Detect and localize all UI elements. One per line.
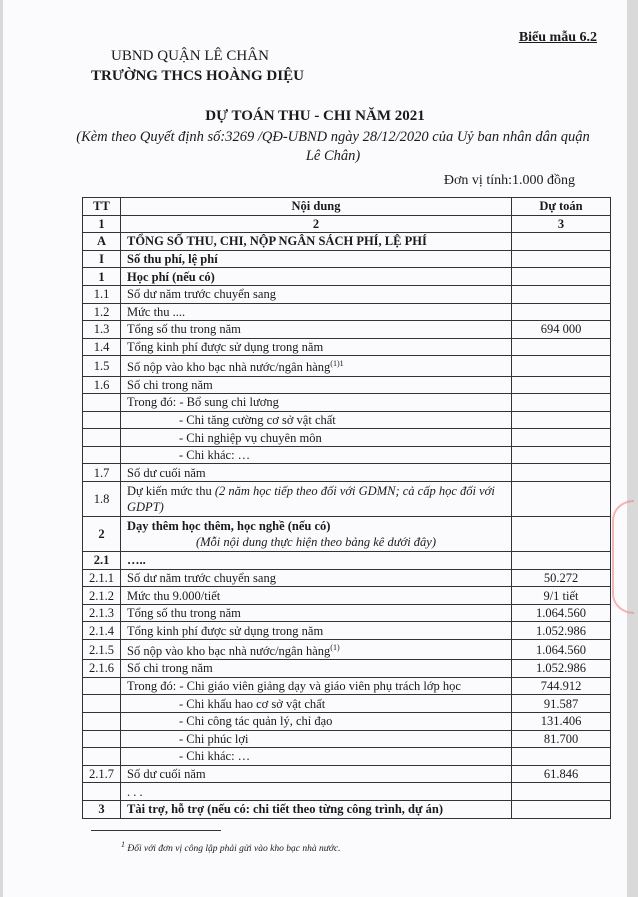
row-value: 81.700: [512, 730, 611, 748]
row-value: [512, 285, 611, 303]
row-tt: 1.3: [83, 321, 121, 339]
table-row: [83, 268, 611, 286]
table-row: [83, 552, 611, 570]
row-value: [512, 356, 611, 376]
row-tt: [83, 748, 121, 766]
row-content: [121, 622, 512, 640]
row-content-text: Trong đó: - Chi giáo viên giảng dạy và giáo viên phụ trách lớp học: [127, 679, 461, 694]
row-value: [512, 303, 611, 321]
row-content: [121, 394, 512, 412]
row-content-text: TỔNG SỐ THU, CHI, NỘP NGÂN SÁCH PHÍ, LỆ PHÍ: [127, 234, 427, 249]
header-row: [83, 198, 611, 216]
table-row: [83, 482, 611, 517]
table-row: [83, 640, 611, 660]
form-number: Biểu mẫu 6.2: [518, 30, 597, 45]
row-tt: [83, 429, 121, 447]
row-note: (2 năm học tiếp theo đối với GDMN; cả cấp học đối với GDPT): [127, 484, 495, 515]
row-content-text: Mức thu ....: [127, 304, 186, 319]
row-content-text: …..: [127, 553, 146, 568]
table-row: [83, 587, 611, 605]
row-content-text: Số chi trong năm: [127, 377, 213, 392]
row-content: [121, 748, 512, 766]
column-number-row: [83, 215, 611, 233]
row-content-text: Số chi trong năm: [127, 661, 213, 676]
row-tt: [83, 695, 121, 713]
row-value: [512, 482, 611, 517]
row-value: [512, 446, 611, 464]
row-tt: [83, 730, 121, 748]
row-content-text: - Chi nghiệp vụ chuyên môn: [179, 430, 322, 445]
row-tt: [83, 411, 121, 429]
row-value: 1.052.986: [512, 622, 611, 640]
row-tt: I: [83, 250, 121, 268]
row-value: 91.587: [512, 695, 611, 713]
row-tt: [83, 394, 121, 412]
row-content: [121, 604, 512, 622]
row-content: [121, 285, 512, 303]
row-content-text: Số nộp vào kho bạc nhà nước/ngân hàng: [127, 360, 331, 375]
row-value: [512, 376, 611, 394]
row-content: [121, 446, 512, 464]
row-value: 50.272: [512, 569, 611, 587]
row-content: [121, 569, 512, 587]
row-content: [121, 695, 512, 713]
row-content-text: Dạy thêm học thêm, học nghề (nếu có): [127, 519, 331, 534]
row-value: 744.912: [512, 677, 611, 695]
row-tt: [83, 712, 121, 730]
row-tt: 2.1.2: [83, 587, 121, 605]
row-content: [121, 783, 512, 801]
table-row: [83, 712, 611, 730]
table-row: [83, 356, 611, 376]
row-value: 61.846: [512, 765, 611, 783]
row-content: [121, 303, 512, 321]
row-content-text: Số dư cuối năm: [127, 767, 206, 782]
row-value: 694 000: [512, 321, 611, 339]
row-content-text: Tổng số thu trong năm: [127, 322, 241, 337]
document-title: DỰ TOÁN THU - CHI NĂM 2021: [205, 108, 425, 124]
row-content-text: Số dư năm trước chuyển sang: [127, 287, 276, 302]
table-row: [83, 569, 611, 587]
document-page: [3, 0, 627, 897]
row-value: [512, 411, 611, 429]
row-content-text: Số dư cuối năm: [127, 465, 206, 480]
row-content: [121, 233, 512, 251]
row-value: 1.064.560: [512, 604, 611, 622]
row-value: [512, 338, 611, 356]
row-content: [121, 712, 512, 730]
row-content-text: Trong đó: - Bổ sung chi lương: [127, 395, 279, 410]
row-content-text: Học phí (nếu có): [127, 269, 215, 284]
document-subtitle: (Kèm theo Quyết định số:3269 /QĐ-UBND ngày 28/12/2020 của Uỷ ban nhân dân quận Lê Chân): [76, 129, 590, 164]
col-number: 1: [83, 215, 121, 233]
row-value: 9/1 tiết: [512, 587, 611, 605]
row-value: [512, 429, 611, 447]
row-value: 1.052.986: [512, 660, 611, 678]
row-tt: 1.1: [83, 285, 121, 303]
table-row: [83, 250, 611, 268]
table-row: [83, 285, 611, 303]
footnote-divider: [91, 830, 221, 831]
row-content-text: - Chi công tác quản lý, chỉ đạo: [179, 714, 333, 729]
table-row: [83, 376, 611, 394]
table-row: [83, 604, 611, 622]
row-content: [121, 482, 512, 517]
row-tt: 3: [83, 800, 121, 818]
row-tt: 1.7: [83, 464, 121, 482]
table-row: [83, 730, 611, 748]
budget-table: [82, 197, 611, 819]
row-value: [512, 394, 611, 412]
table-row: [83, 622, 611, 640]
row-tt: 1: [83, 268, 121, 286]
footnote-text: Đối với đơn vị công lập phải gửi vào kho bạc nhà nước.: [127, 844, 341, 855]
footnote-ref: (1)1: [330, 359, 344, 369]
row-content: [121, 640, 512, 660]
row-value: 131.406: [512, 712, 611, 730]
table-row: [83, 765, 611, 783]
row-tt: [83, 783, 121, 801]
table-row: [83, 660, 611, 678]
row-content-text: Tổng kinh phí được sử dụng trong năm: [127, 340, 324, 355]
table-row: [83, 233, 611, 251]
row-tt: 2.1.5: [83, 640, 121, 660]
row-content-text: Tổng số thu trong năm: [127, 606, 241, 621]
row-tt: 1.8: [83, 482, 121, 517]
row-content-text: Tài trợ, hỗ trợ (nếu có: chi tiết theo từng công trình, dự án): [127, 802, 443, 817]
row-content: [121, 660, 512, 678]
row-content-text: - Chi phúc lợi: [179, 731, 249, 746]
row-content: [121, 356, 512, 376]
row-content: [121, 250, 512, 268]
table-row: [83, 321, 611, 339]
row-tt: 2.1.6: [83, 660, 121, 678]
row-content-text: . . .: [127, 784, 143, 799]
footnote: [121, 840, 341, 854]
row-value: [512, 517, 611, 552]
footnote-mark: 1: [121, 840, 125, 849]
row-content: [121, 677, 512, 695]
row-tt: 2.1: [83, 552, 121, 570]
row-value: [512, 464, 611, 482]
row-content-text: - Chi khấu hao cơ sở vật chất: [179, 696, 326, 711]
row-content-text: Dự kiến mức thu: [127, 484, 212, 499]
row-content-text: Mức thu 9.000/tiết: [127, 588, 221, 603]
org-parent: UBND QUẬN LÊ CHÂN: [111, 48, 269, 64]
row-content: [121, 517, 512, 552]
row-tt: [83, 677, 121, 695]
row-content-text: Số thu phí, lệ phí: [127, 252, 218, 267]
row-tt: 2.1.1: [83, 569, 121, 587]
unit-label: Đơn vị tính:1.000 đồng: [443, 173, 575, 188]
row-content: [121, 765, 512, 783]
table-row: [83, 748, 611, 766]
row-tt: 1.5: [83, 356, 121, 376]
row-content: [121, 268, 512, 286]
row-tt: 2.1.7: [83, 765, 121, 783]
footnote-ref: (1): [330, 643, 340, 653]
table-row: [83, 517, 611, 552]
row-content: [121, 338, 512, 356]
row-value: [512, 233, 611, 251]
row-content: [121, 587, 512, 605]
row-value: [512, 783, 611, 801]
table-row: [83, 338, 611, 356]
col-number: 2: [121, 215, 512, 233]
row-value: [512, 250, 611, 268]
row-tt: A: [83, 233, 121, 251]
row-note: (Mỗi nội dung thực hiện theo bảng kê dưới đây): [195, 535, 437, 550]
row-content: [121, 730, 512, 748]
table-row: [83, 303, 611, 321]
row-value: [512, 552, 611, 570]
row-content-text: - Chi khác: …: [179, 448, 251, 463]
row-tt: 2.1.3: [83, 604, 121, 622]
table-row: [83, 695, 611, 713]
row-value: [512, 800, 611, 818]
table-row: [83, 677, 611, 695]
row-content: [121, 411, 512, 429]
row-tt: 1.6: [83, 376, 121, 394]
header-content: Nội dung: [121, 198, 512, 216]
row-content: [121, 376, 512, 394]
row-content: [121, 552, 512, 570]
red-stamp: [612, 500, 634, 614]
row-tt: 2: [83, 517, 121, 552]
row-content: [121, 800, 512, 818]
table-row: [83, 783, 611, 801]
col-number: 3: [512, 215, 611, 233]
row-value: [512, 748, 611, 766]
row-value: 1.064.560: [512, 640, 611, 660]
header-value: Dự toán: [512, 198, 611, 216]
row-content: [121, 429, 512, 447]
org-name: TRƯỜNG THCS HOÀNG DIỆU: [91, 68, 304, 84]
row-content-text: Số nộp vào kho bạc nhà nước/ngân hàng: [127, 644, 331, 659]
row-content-text: - Chi tăng cường cơ sở vật chất: [179, 412, 336, 427]
row-content: [121, 321, 512, 339]
row-tt: 2.1.4: [83, 622, 121, 640]
row-tt: 1.2: [83, 303, 121, 321]
table-row: [83, 800, 611, 818]
row-content-text: - Chi khác: …: [179, 749, 251, 764]
header-tt: TT: [83, 198, 121, 216]
row-value: [512, 268, 611, 286]
table-row: [83, 464, 611, 482]
row-content: [121, 464, 512, 482]
row-content-text: Số dư năm trước chuyển sang: [127, 570, 276, 585]
row-content-text: Tổng kinh phí được sử dụng trong năm: [127, 623, 324, 638]
table-row: [83, 394, 611, 412]
row-tt: 1.4: [83, 338, 121, 356]
table-row: [83, 411, 611, 429]
table-row: [83, 429, 611, 447]
row-tt: [83, 446, 121, 464]
table-row: [83, 446, 611, 464]
